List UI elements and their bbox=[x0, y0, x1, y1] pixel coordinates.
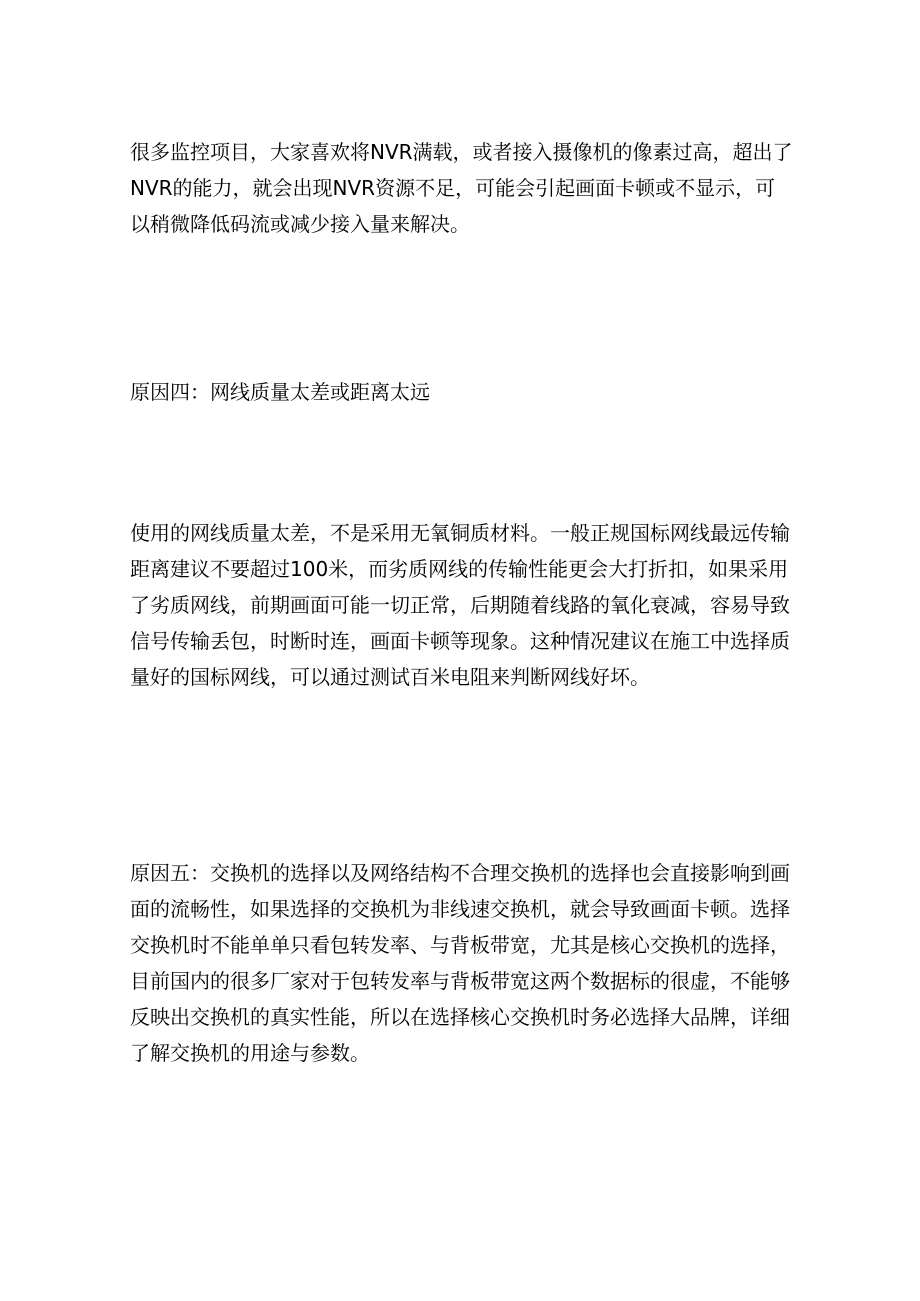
text-line: 很多监控项目，大家喜欢将NVR满载，或者接入摄像机的像素过高，超出了 bbox=[130, 140, 793, 164]
text-line: 原因五：交换机的选择以及网络结构不合理交换机的选择也会直接影响到画 bbox=[130, 861, 790, 885]
text-line: 了解交换机的用途与参数。 bbox=[130, 1041, 370, 1065]
text-line: 以稍微降低码流或减少接入量来解决。 bbox=[130, 212, 470, 236]
text-line: 距离建议不要超过100米，而劣质网线的传输性能更会大打折扣，如果采用 bbox=[130, 557, 789, 581]
section-heading-reason-four bbox=[130, 374, 795, 410]
paragraph-nvr-overload bbox=[130, 134, 795, 242]
text-line: 信号传输丢包，时断时连，画面卡顿等现象。这种情况建议在施工中选择质 bbox=[130, 629, 790, 653]
paragraph-reason-five-switch bbox=[130, 855, 795, 1071]
heading-text: 原因四：网线质量太差或距离太远 bbox=[130, 380, 430, 404]
text-line: 量好的国标网线，可以通过测试百米电阻来判断网线好坏。 bbox=[130, 665, 650, 689]
text-line: 反映出交换机的真实性能，所以在选择核心交换机时务必选择大品牌，详细 bbox=[130, 1005, 790, 1029]
text-line: 目前国内的很多厂家对于包转发率与背板带宽这两个数据标的很虚，不能够 bbox=[130, 969, 790, 993]
text-line: 面的流畅性，如果选择的交换机为非线速交换机，就会导致画面卡顿。选择 bbox=[130, 897, 790, 921]
text-line: 使用的网线质量太差，不是采用无氧铜质材料。一般正规国标网线最远传输 bbox=[130, 521, 790, 545]
text-line: NVR的能力，就会出现NVR资源不足，可能会引起画面卡顿或不显示，可 bbox=[130, 176, 776, 200]
text-line: 交换机时不能单单只看包转发率、与背板带宽，尤其是核心交换机的选择， bbox=[130, 933, 790, 957]
paragraph-network-cable bbox=[130, 515, 795, 695]
text-line: 了劣质网线，前期画面可能一切正常，后期随着线路的氧化衰减，容易导致 bbox=[130, 593, 790, 617]
